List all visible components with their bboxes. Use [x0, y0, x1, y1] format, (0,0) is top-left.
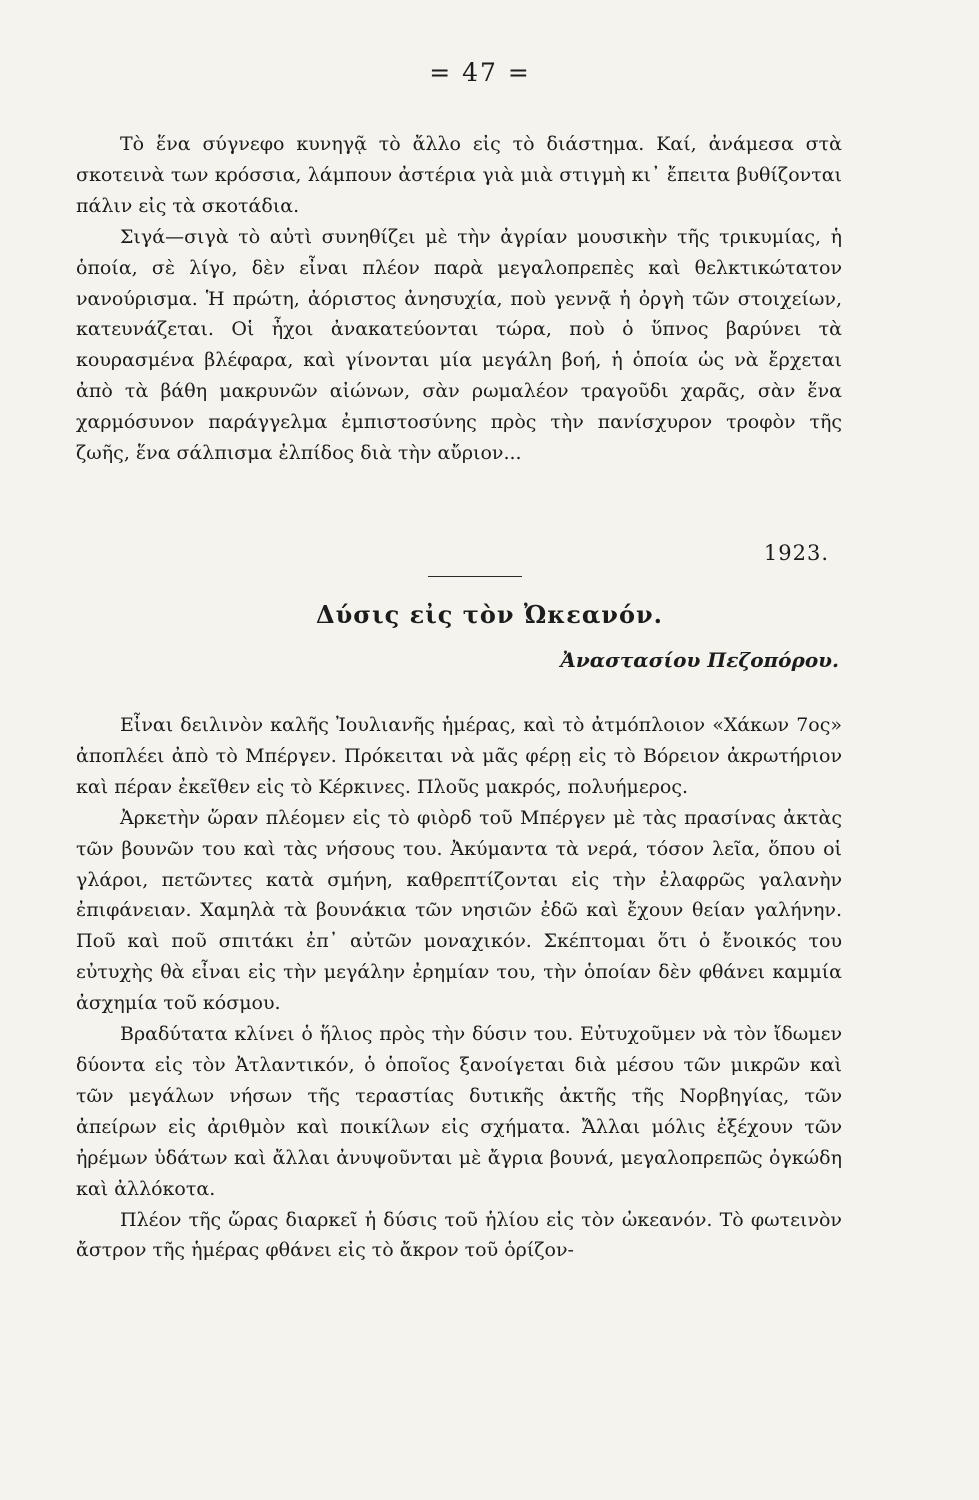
paragraph: Πλέον τῆς ὥρας διαρκεῖ ἡ δύσις τοῦ ἡλίου εἰς τὸν ὠκεανόν. Τὸ φωτεινὸν ἄστρον τῆς ἡμέρας φθάνει εἰς τὸ ἄκρον τοῦ ὁρίζον- [76, 1208, 842, 1262]
paragraph: Βραδύτατα κλίνει ὁ ἥλιος πρὸς τὴν δύσιν του. Εὐτυχοῦμεν νὰ τὸν ἴδωμεν δύοντα εἰς τὸν Ἀτλαντικόν, ὁ ὁποῖος ξανοίγεται διὰ μέσου τῶν μικρῶν καὶ τῶν μεγάλων νήσων τῆς τεραστίας δυτικῆς ἀκτῆς τῆς Νορβηγίας, τῶν ἀπείρων εἰς ἀριθμὸν καὶ ποικίλων εἰς σχήματα. Ἄλλαι μόλις ἐξέχουν τῶν ἠρέμων ὑδάτων καὶ ἄλλαι ἀνυψοῦνται μὲ ἄγρια βουνά, μεγαλοπρεπῶς ὀγκώδη καὶ ἀλλόκοτα. [76, 1023, 842, 1200]
section-divider [428, 576, 522, 577]
paragraph: Σιγά—σιγὰ τὸ αὐτὶ συνηθίζει μὲ τὴν ἀγρίαν μουσικὴν τῆς τρικυμίας, ἡ ὁποία, σὲ λίγο, δὲν εἶναι πλέον παρὰ μεγαλοπρεπὲς καὶ θελκτικώτατον νανούρισμα. Ἡ πρώτη, ἀόριστος ἀνησυχία, ποὺ γεννᾷ ἡ ὀργὴ τῶν στοιχείων, κατευνάζεται. Οἱ ἦχοι ἀνακατεύονται τώρα, ποὺ ὁ ὕπνος βαρύνει τὰ κουρασμένα βλέφαρα, καὶ γίνονται μία μεγάλη βοή, ἡ ὁποία ὡς νὰ ἔρχεται ἀπὸ τὰ βάθη μακρυνῶν αἰώνων, σὰν ρωμαλέον τραγοῦδι χαρᾶς, σὰν ἕνα χαρμόσυνον παράγγελμα ἐμπιστοσύνης πρὸς τὴν πανίσχυρον τροφὸν τῆς ζωῆς, ἕνα σάλπισμα ἐλπίδος διὰ τὴν αὔριον... [76, 225, 842, 465]
poem-year: 1923. [763, 541, 829, 565]
poem-end-text [76, 129, 842, 469]
paragraph: Ἀρκετὴν ὥραν πλέομεν εἰς τὸ φιὸρδ τοῦ Μπέργεν μὲ τὰς πρασίνας ἀκτὰς τῶν βουνῶν του καὶ τὰς νήσους του. Ἀκύμαντα τὰ νερά, τόσον λεῖα, ὅπου οἱ γλάροι, πετῶντες κατὰ σμήνη, καθρεπτίζονται εἰς τὴν ἐλαφρῶς γαλανὴν ἐπιφάνειαν. Χαμηλὰ τὰ βουνάκια τῶν νησιῶν ἐδῶ καὶ ἔχουν θείαν γαλήνην. Ποῦ καὶ ποῦ σπιτάκι ἐπ᾿ αὐτῶν μοναχικόν. Σκέπτομαι ὅτι ὁ ἔνοικός του εὐτυχὴς θὰ εἶναι εἰς τὴν μεγάλην ἐρημίαν του, τὴν ὁποίαν δὲν φθάνει καμμία ἀσχημία τοῦ κόσμου. [76, 806, 842, 1015]
article-title: Δύσις εἰς τὸν Ὠκεανόν. [316, 600, 663, 629]
article-author: Ἀναστασίου Πεζοπόρου. [560, 648, 839, 672]
article-body [76, 710, 842, 1266]
page-number: = 47 = [429, 58, 531, 87]
paragraph: Εἶναι δειλινὸν καλῆς Ἰουλιανῆς ἡμέρας, καὶ τὸ ἀτμόπλοιον «Χάκων 7ος» ἀποπλέει ἀπὸ τὸ Μπέργεν. Πρόκειται νὰ μᾶς φέρῃ εἰς τὸ Βόρειον ἀκρωτήριον καὶ πέραν ἐκεῖθεν εἰς τὸ Κέρκινες. Πλοῦς μακρός, πολυήμερος. [76, 714, 842, 798]
paragraph: Τὸ ἕνα σύγνεφο κυνηγᾷ τὸ ἄλλο εἰς τὸ διάστημα. Καί, ἀνάμεσα στὰ σκοτεινὰ των κρόσσια, λάμπουν ἀστέρια γιὰ μιὰ στιγμὴ κι᾿ ἔπειτα βυθίζονται πάλιν εἰς τὰ σκοτάδια. [76, 133, 842, 217]
